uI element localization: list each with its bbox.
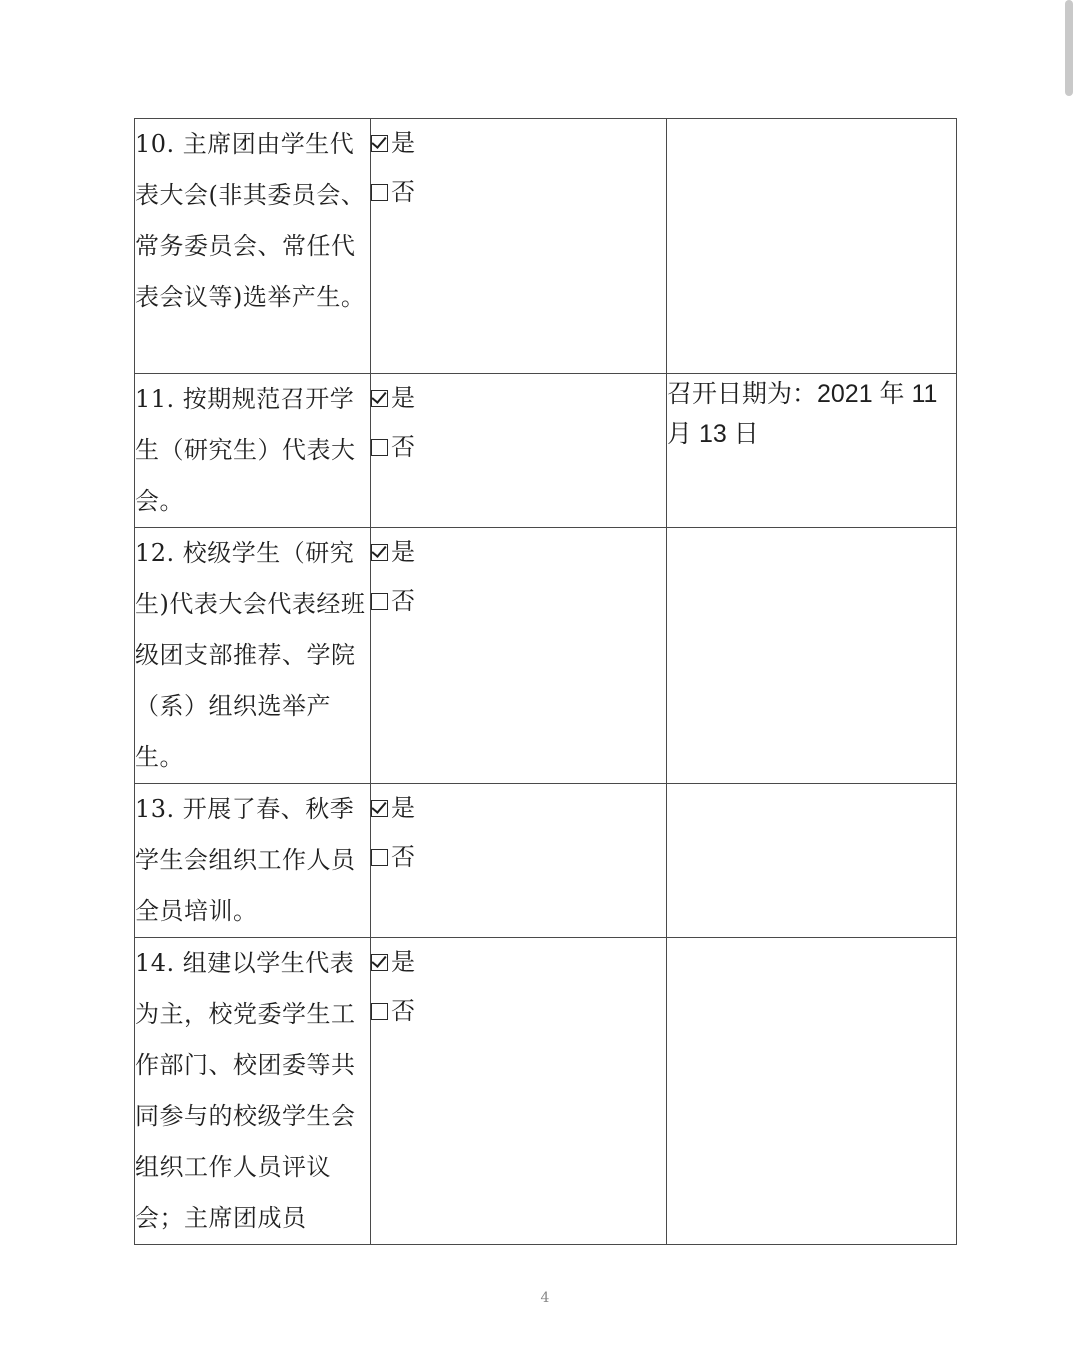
note-cell [667,938,957,1245]
option-no-label: 否 [391,587,415,615]
choice-cell [371,784,667,938]
item-text: 13. 开展了春、秋季学生会组织工作人员全员培训。 [135,795,356,925]
choice-cell [371,374,667,528]
note-cell [667,784,957,938]
option-yes-label: 是 [391,538,415,566]
checked-checkbox-icon[interactable] [371,390,388,407]
option-no[interactable] [371,423,666,472]
table-row [135,938,957,1245]
option-yes-label: 是 [391,129,415,157]
checked-checkbox-icon[interactable] [371,800,388,817]
choice-cell [371,119,667,374]
item-text: 10. 主席团由学生代表大会(非其委员会、常务委员会、常任代表会议等)选举产生。 [135,130,366,311]
option-no[interactable] [371,577,666,626]
option-no-label: 否 [391,433,415,461]
checklist-table [134,118,957,1245]
empty-checkbox-icon[interactable] [371,439,388,456]
option-yes-label: 是 [391,948,415,976]
option-yes[interactable] [371,938,666,987]
page-number: 4 [540,1290,550,1306]
scrollbar[interactable] [1065,0,1073,96]
option-no-label: 否 [391,997,415,1025]
item-cell [135,374,371,528]
item-cell [135,784,371,938]
option-no[interactable] [371,168,666,217]
note-cell [667,374,957,528]
option-no[interactable] [371,987,666,1036]
note-cell [667,119,957,374]
table-row [135,374,957,528]
option-yes-label: 是 [391,384,415,412]
empty-checkbox-icon[interactable] [371,849,388,866]
option-yes[interactable] [371,119,666,168]
option-no-label: 否 [391,178,415,206]
item-cell [135,119,371,374]
empty-checkbox-icon[interactable] [371,184,388,201]
item-text: 11. 按期规范召开学生（研究生）代表大会。 [135,385,356,515]
item-cell [135,938,371,1245]
option-no-label: 否 [391,843,415,871]
empty-checkbox-icon[interactable] [371,593,388,610]
checked-checkbox-icon[interactable] [371,135,388,152]
table-row [135,784,957,938]
item-text: 12. 校级学生（研究生)代表大会代表经班级团支部推荐、学院（系）组织选举产生。 [135,539,366,771]
table-row [135,119,957,374]
item-text: 14. 组建以学生代表为主，校党委学生工作部门、校团委等共同参与的校级学生会组织工作人员评议会；主席团成员 [135,949,356,1232]
checked-checkbox-icon[interactable] [371,544,388,561]
option-yes-label: 是 [391,794,415,822]
note-cell [667,528,957,784]
choice-cell [371,938,667,1245]
meeting-date-text: 召开日期为：2021 年 11 月 13 日 [667,380,938,448]
option-yes[interactable] [371,528,666,577]
choice-cell [371,528,667,784]
table-row [135,528,957,784]
option-yes[interactable] [371,784,666,833]
option-no[interactable] [371,833,666,882]
item-cell [135,528,371,784]
checked-checkbox-icon[interactable] [371,954,388,971]
option-yes[interactable] [371,374,666,423]
empty-checkbox-icon[interactable] [371,1003,388,1020]
